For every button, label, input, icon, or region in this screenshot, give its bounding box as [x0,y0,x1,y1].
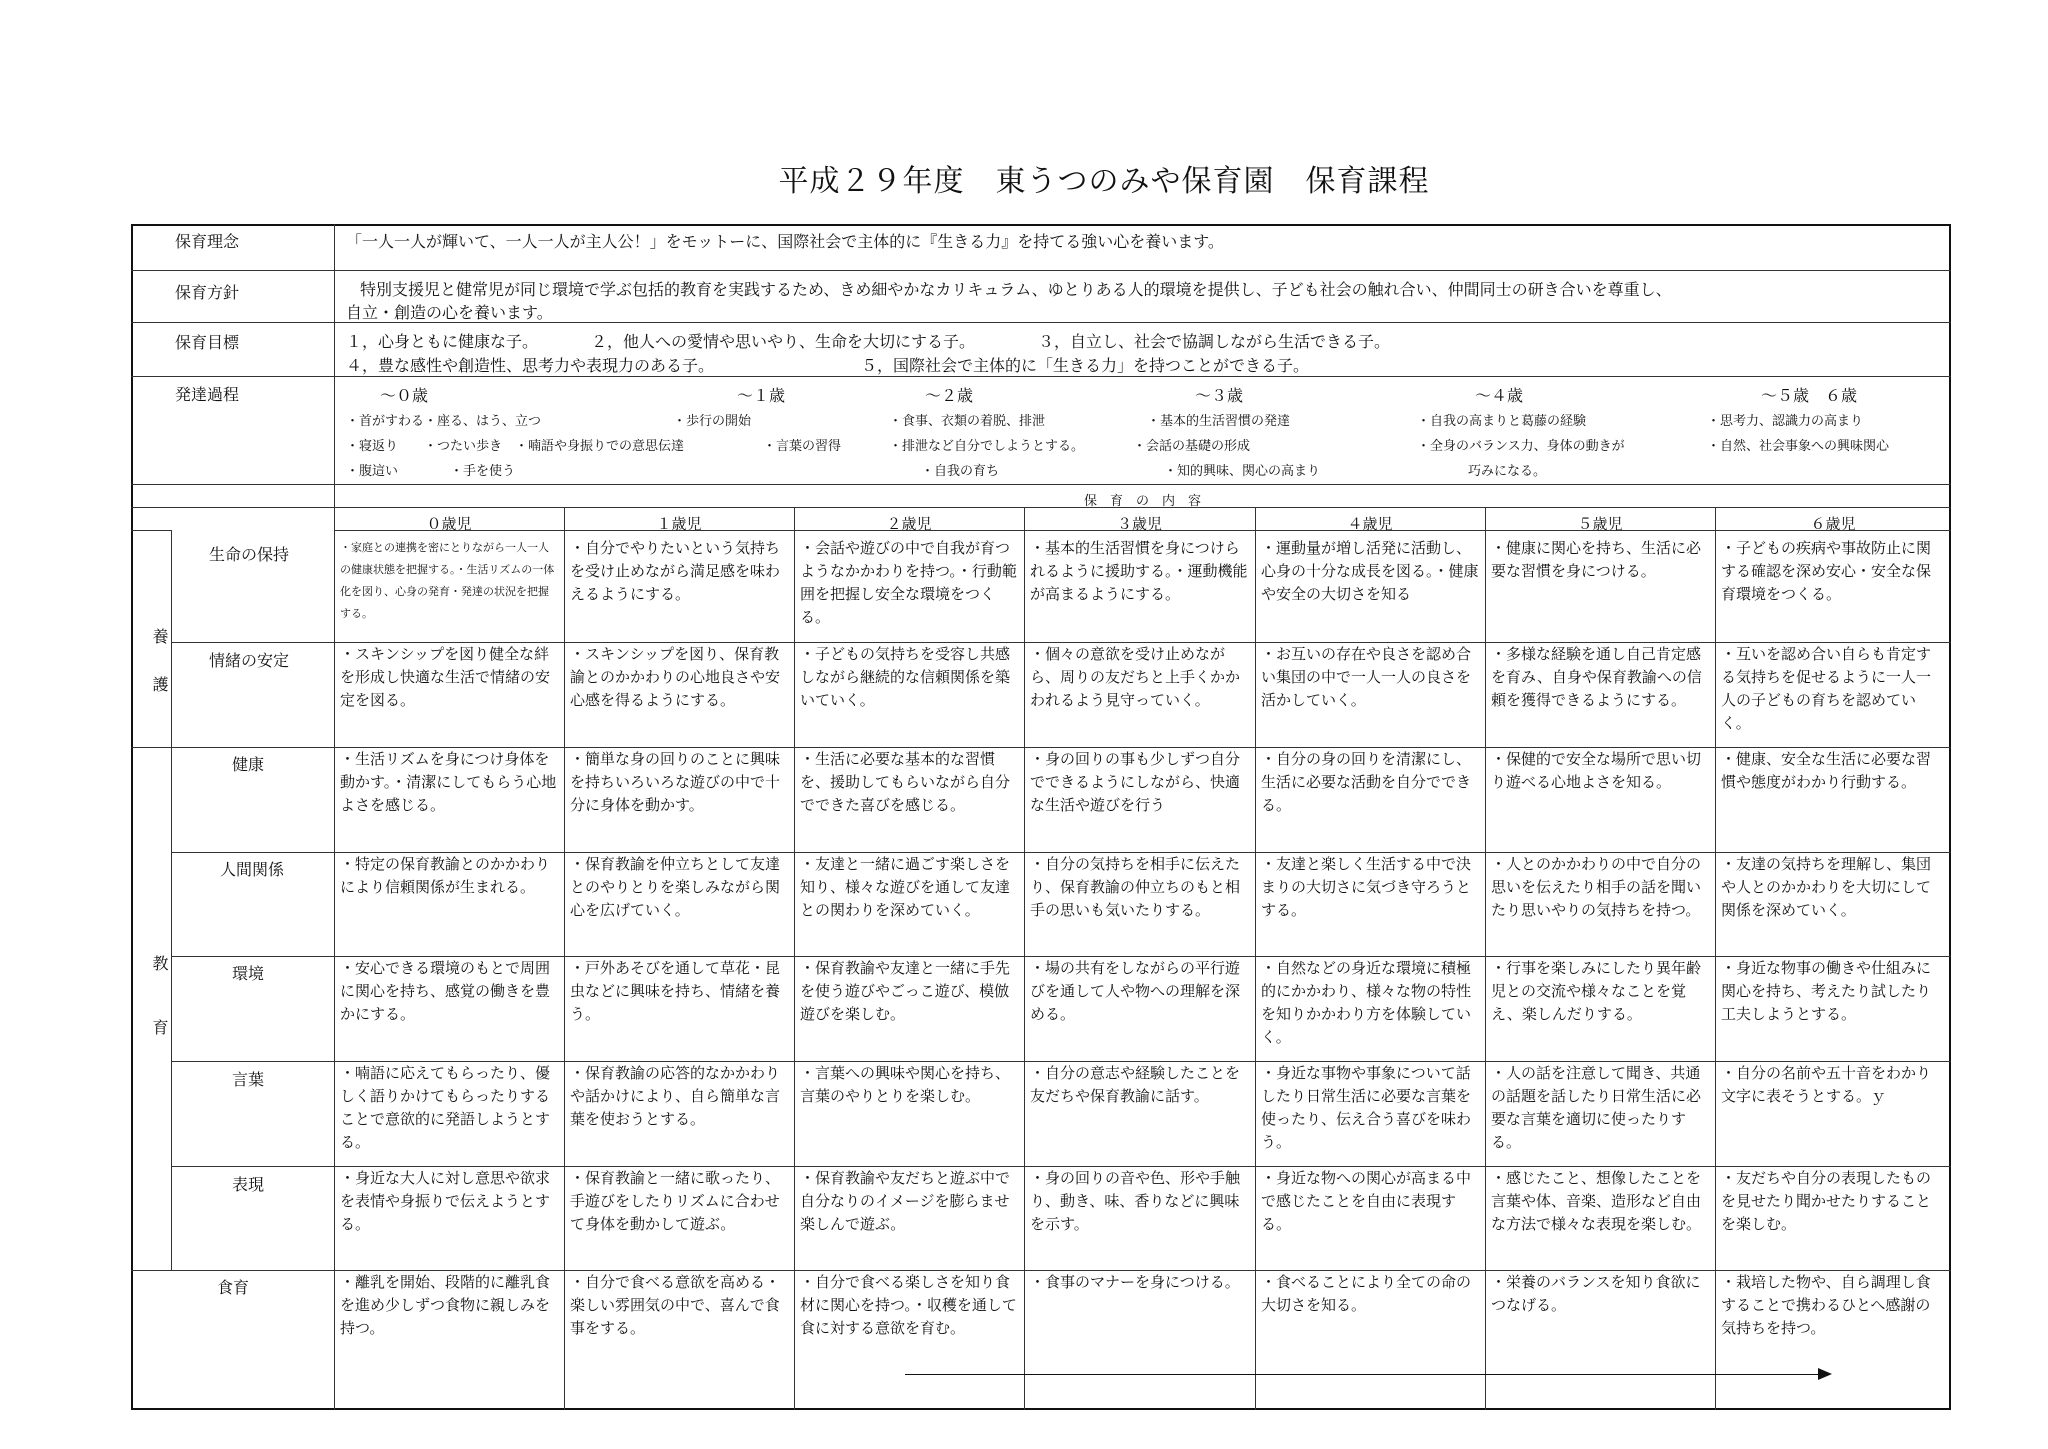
content-cell: ・個々の意欲を受け止めながら、周りの友だちと上手くかかわれるよう見守っていく。 [1030,645,1241,709]
milestone: ・全身のバランス力、身体の動きが [1417,439,1625,454]
group-yougo: 養 護 [150,628,169,692]
row-divider [171,642,1951,643]
content-cell: ・自分でやりたいという気持ちを受け止めながら満足感を味わえるようにする。 [570,539,781,603]
content-cell: ・スキンシップを図り、保育教諭とのかかわりの心地良さや安心感を得るようにする。 [570,645,781,709]
content-cell: ・喃語に応えてもらったり、優しく語りかけてもらったりすることで意欲的に発語しようとする。 [340,1064,551,1151]
stage-2: ～２歳 [925,386,974,405]
content-cell: ・子どもの気持ちを受容し共感しながら継続的な信頼関係を築いていく。 [800,645,1011,709]
milestone: ・自我の高まりと葛藤の経験 [1417,414,1587,429]
content-cell: ・自分で食べる楽しさを知り食材に関心を持つ。・収穫を通して食に対する意欲を育む。 [800,1273,1017,1337]
content-cell: ・簡単な身の回りのことに興味を持ちいろいろな遊びの中で十分に身体を動かす。 [570,750,781,814]
content-cell: ・互いを認め合い自らも肯定する気持ちを促せるように一人一人の子どもの育ちを認めていく。 [1721,645,1932,732]
milestone: ・腹這い ・手を使う [346,464,516,479]
content-cell: ・自分の身の回りを清潔にし、生活に必要な活動を自分でできる。 [1261,750,1472,814]
content-cell: ・多様な経験を通し自己肯定感を育み、自身や保育教諭への信頼を獲得できるようにする。 [1491,645,1702,709]
category-label: 食育 [217,1278,250,1297]
content-cell: ・健康に関心を持ち、生活に必要な習慣を身につける。 [1491,539,1702,580]
stage-3: ～３歳 [1195,386,1244,405]
content-cell: ・友達の気持ちを理解し、集団や人とのかかわりを大切にして関係を深めていく。 [1721,855,1932,919]
content-cell: ・栄養のバランスを知り食欲につなげる。 [1491,1273,1701,1314]
rinen-label: 保育理念 [175,232,240,251]
continuation-arrow-line [905,1374,1820,1375]
row-divider [171,1166,1951,1167]
row-divider [171,852,1951,853]
mokuhyo-label: 保育目標 [175,333,240,352]
milestone: 巧みになる。 [1468,464,1547,479]
mokuhyo-goal-2: ２，他人への愛情や思いやり、生命を大切にする子。 [591,332,976,351]
row-divider [131,376,1951,377]
mokuhyo-goal-1: １，心身ともに健康な子。 [346,332,539,351]
content-cell: ・身近な物事の働きや仕組みに関心を持ち、考えたり試したり工夫しようとする。 [1721,959,1932,1023]
milestone: ・食事、衣類の着脱、排泄 [889,414,1046,429]
age-header-0: ０歳児 [426,515,472,533]
age-header-6: ６歳児 [1810,515,1856,533]
row-divider [131,530,171,531]
content-cell: ・スキンシップを図り健全な絆を形成し快適な生活で情緒の安定を図る。 [340,645,551,709]
continuation-arrow-head [1818,1368,1832,1380]
content-cell: ・会話や遊びの中で自我が育つようなかかわりを持つ。・行動範囲を把握し安全な環境をつくる。 [800,539,1017,626]
content-cell: ・保育教諭を仲立ちとして友達とのやりとりを楽しみながら関心を広げていく。 [570,855,781,919]
category-label: 人間関係 [220,860,285,879]
category-label: 情緒の安定 [209,651,290,670]
content-cell: ・離乳を開始、段階的に離乳食を進め少しずつ食物に親しみを持つ。 [340,1273,551,1337]
content-cell: ・友達と一緒に過ごす楽しさを知り、様々な遊びを通して友達との関わりを深めていく。 [800,855,1011,919]
content-cell: ・保育教諭と一緒に歌ったり、手遊びをしたりリズムに合わせて身体を動かして遊ぶ。 [570,1169,781,1233]
row-divider [171,1061,1951,1062]
row-divider [334,530,1951,531]
content-cell: ・生活リズムを身につけ身体を動かす。・清潔にしてもらう心地よさを感じる。 [340,750,557,814]
content-cell: ・戸外あそびを通して草花・昆虫などに興味を持ち、情緒を養う。 [570,959,781,1023]
age-header-2: ２歳児 [886,515,932,533]
milestone: ・基本的生活習慣の発達 [1147,414,1291,429]
milestone: ・知的興味、関心の高まり [1164,464,1321,479]
content-cell: ・食事のマナーを身につける。 [1030,1273,1240,1291]
content-cell: ・お互いの存在や良さを認め合い集団の中で一人一人の良さを活かしていく。 [1261,645,1472,709]
milestone: ・自我の育ち [921,464,1000,479]
content-cell: ・人の話を注意して聞き、共通の話題を話したり日常生活に必要な言葉を適切に使ったりする。 [1491,1064,1702,1151]
content-cell: ・友達と楽しく生活する中で決まりの大切さに気づき守ろうとする。 [1261,855,1472,919]
content-cell: ・身近な大人に対し意思や欲求を表情や身振りで伝えようとする。 [340,1169,551,1233]
content-cell: ・運動量が増し活発に活動し、心身の十分な成長を図る。・健康や安全の大切さを知る [1261,539,1479,603]
content-cell: ・自分の意志や経験したことを友だちや保育教諭に話す。 [1030,1064,1241,1105]
column-divider [334,224,335,1410]
mokuhyo-goal-5: ５，国際社会で主体的に「生きる力」を持つことができる子。 [861,356,1310,375]
content-cell: ・自分で食べる意欲を高める・楽しい雰囲気の中で、喜んで食事をする。 [570,1273,781,1337]
category-label: 表現 [232,1175,265,1194]
content-cell: ・健康、安全な生活に必要な習慣や態度がわかり行動する。 [1721,750,1932,791]
rinen-text: 「一人一人が輝いて、一人一人が主人公！」をモットーに、国際社会で主体的に『生きる力』を持てる強い心を養います。 [346,232,1224,251]
milestone: ・歩行の開始 [673,414,752,429]
group-kyouiku: 教 育 [150,955,169,1035]
content-header: 保 育 の 内 容 [1083,494,1201,509]
age-header-4: ４歳児 [1347,515,1393,533]
age-header-1: １歳児 [656,515,702,533]
content-cell: ・身の回りの音や色、形や手触り、動き、味、香りなどに興味を示す。 [1030,1169,1241,1233]
content-cell: ・友だちや自分の表現したものを見せたり聞かせたりすることを楽しむ。 [1721,1169,1932,1233]
milestone: ・言葉の習得 [763,439,842,454]
category-label: 健康 [232,755,265,774]
mokuhyo-goal-4: ４，豊な感性や創造性、思考力や表現力のある子。 [346,356,715,375]
category-label: 言葉 [232,1070,265,1089]
stage-1: ～１歳 [737,386,786,405]
content-cell: ・場の共有をしながらの平行遊びを通して人や物への理解を深める。 [1030,959,1241,1023]
row-divider [131,1270,1951,1271]
stage-0: ～０歳 [380,386,429,405]
houshin-text-line1: 特別支援児と健常児が同じ環境で学ぶ包括的教育を実践するため、きめ細やかなカリキュラム、ゆとりある人的環境を提供し、子ども社会の触れ合い、仲間同士の研き合いを尊重し、 [360,280,1672,299]
content-cell: ・言葉への興味や関心を持ち、言葉のやりとりを楽しむ。 [800,1064,1011,1105]
houshin-label: 保育方針 [175,283,240,302]
milestone: ・排泄など自分でしようとする。 [889,439,1085,454]
content-cell: ・食べることにより全ての命の大切さを知る。 [1261,1273,1472,1314]
row-divider [171,956,1951,957]
content-cell: ・保健的で安全な場所で思い切り遊べる心地よさを知る。 [1491,750,1702,791]
content-cell: ・身近な物への関心が高まる中で感じたことを自由に表現する。 [1261,1169,1472,1233]
age-header-5: ５歳児 [1577,515,1623,533]
column-divider [171,530,172,1270]
row-divider [131,507,1951,508]
content-cell: ・生活に必要な基本的な習慣を、援助してもらいながら自分でできた喜びを感じる。 [800,750,1011,814]
content-cell: ・感じたこと、想像したことを言葉や体、音楽、造形など自由な方法で様々な表現を楽しむ。 [1491,1169,1702,1233]
stage-5-6: ～５歳 ６歳 [1761,386,1858,405]
category-label: 生命の保持 [209,545,290,564]
content-cell: ・安心できる環境のもとで周囲に関心を持ち、感覚の働きを豊かにする。 [340,959,551,1023]
milestone: ・首がすわる・座る、はう、立つ [346,414,542,429]
document-title: 平成２９年度 東うつのみや保育園 保育課程 [778,164,1430,199]
content-cell: ・自分の気持ちを相手に伝えたり、保育教諭の仲立ちのもと相手の思いも気いたりする。 [1030,855,1241,919]
content-cell: ・栽培した物や、自ら調理し食することで携わるひとへ感謝の気持ちを持つ。 [1721,1273,1931,1337]
row-divider [131,270,1951,271]
content-cell: ・自然などの身近な環境に積極的にかかわり、様々な物の特性を知りかかわり方を体験していく。 [1261,959,1472,1046]
category-label: 環境 [232,964,265,983]
houshin-text-line2: 自立・創造の心を養います。 [346,303,553,322]
content-cell: ・保育教諭や友だちと遊ぶ中で自分なりのイメージを膨らませ楽しんで遊ぶ。 [800,1169,1011,1233]
age-header-3: ３歳児 [1116,515,1162,533]
content-cell: ・基本的生活習慣を身につけられるように援助する。・運動機能が高まるようにする。 [1030,539,1248,603]
development-label: 発達過程 [175,385,240,404]
content-cell: ・子どもの疾病や事故防止に関する確認を深め安心・安全な保育環境をつくる。 [1721,539,1932,603]
milestone: ・会話の基礎の形成 [1133,439,1251,454]
content-cell: ・身の回りの事も少しずつ自分でできるようにしながら、快適な生活や遊びを行う [1030,750,1241,814]
milestone: ・思考力、認識力の高まり [1707,414,1864,429]
row-divider [131,322,1951,323]
row-divider [131,747,1951,748]
content-cell: ・保育教諭や友達と一緒に手先を使う遊びやごっこ遊び、模倣遊びを楽しむ。 [800,959,1011,1023]
content-cell: ・自分の名前や五十音をわかり文字に表そうとする。ｙ [1721,1064,1932,1105]
milestone: ・自然、社会事象への興味関心 [1707,439,1890,454]
milestone: ・寝返り ・つたい歩き ・喃語や身振りでの意思伝達 [346,439,685,454]
mokuhyo-goal-3: ３，自立し、社会で協調しながら生活できる子。 [1038,332,1391,351]
content-cell: ・人とのかかわりの中で自分の思いを伝えたり相手の話を聞いたり思いやりの気持ちを持つ。 [1491,855,1702,919]
content-cell: ・身近な事物や事象について話したり日常生活に必要な言葉を使ったり、伝え合う喜びを味わう。 [1261,1064,1472,1151]
stage-4: ～４歳 [1475,386,1524,405]
row-divider [131,484,1951,485]
content-cell: ・家庭との連携を密にとりながら一人一人の健康状態を把握する。・生活リズムの一体化を図り、心身の発育・発達の状況を把握する。 [340,541,555,620]
content-cell: ・保育教諭の応答的なかかわりや話かけにより、自ら簡単な言葉を使おうとする。 [570,1064,781,1128]
content-cell: ・行事を楽しみにしたり異年齢児との交流や様々なことを覚え、楽しんだりする。 [1491,959,1702,1023]
content-cell: ・特定の保育教諭とのかかわりにより信頼関係が生まれる。 [340,855,551,896]
